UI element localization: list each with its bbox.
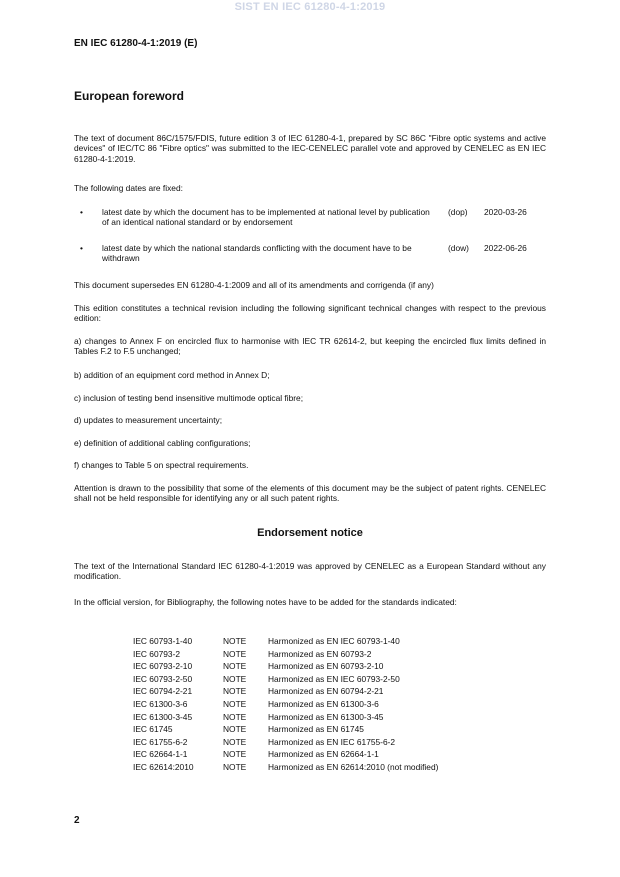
bullet-icon: • [80,243,83,253]
date-item-date: 2022-06-26 [484,243,527,253]
note-standard: IEC 60793-2-50 [133,673,193,684]
note-label: NOTE [223,661,247,672]
date-item-text: latest date by which the document has to be implemented at national level by publication of an identical national standard or by endorsement [102,207,430,228]
note-standard: IEC 61300-3-45 [133,711,193,722]
note-text: Harmonized as EN 60793-2-10 [268,661,384,672]
notes-intro: In the official version, for Bibliography, the following notes have to be added for the standards indicated: [74,597,457,607]
date-item-text: latest date by which the national standards conflicting with the document have to be withdrawn [102,243,412,264]
change-item: f) changes to Table 5 on spectral requirements. [74,460,249,470]
endorsement-notice-heading: Endorsement notice [257,527,363,539]
note-label: NOTE [223,736,247,747]
note-text: Harmonized as EN 60793-2 [268,648,372,659]
note-text: Harmonized as EN IEC 61755-6-2 [268,736,396,747]
note-standard: IEC 61745 [133,724,173,735]
note-standard: IEC 62664-1-1 [133,749,188,760]
note-label: NOTE [223,673,247,684]
watermark: SIST EN IEC 61280-4-1:2019 [234,1,386,13]
change-item: e) definition of additional cabling configurations; [74,438,251,448]
change-item: b) addition of an equipment cord method in Annex D; [74,370,270,380]
date-item-code: (dow) [448,243,469,253]
note-label: NOTE [223,711,247,722]
european-foreword-heading: European foreword [74,89,185,103]
date-item-code: (dop) [448,207,468,217]
note-standard: IEC 60793-2-10 [133,661,193,672]
document-id: EN IEC 61280-4-1:2019 (E) [74,38,198,49]
note-text: Harmonized as EN 61300-3-45 [268,711,384,722]
note-label: NOTE [223,724,247,735]
note-standard: IEC 60793-1-40 [133,636,193,646]
note-standard: IEC 62614:2010 [133,761,194,772]
note-standard: IEC 61300-3-6 [133,698,188,709]
change-item: a) changes to Annex F on encircled flux to harmonise with IEC TR 62614-2, but keeping the encircled flux limits defined in Tables F.2 to F.5 unchanged; [74,336,546,357]
note-text: Harmonized as EN IEC 60793-1-40 [268,636,400,646]
patent-notice: Attention is drawn to the possibility that some of the elements of this document may be the subject of patent rights. CENELEC shall not be held responsible for identifying any or all such patent rights. [74,483,546,504]
page-number: 2 [74,815,80,826]
note-text: Harmonized as EN 61745 [268,724,364,735]
note-standard: IEC 60794-2-21 [133,686,193,697]
note-label: NOTE [223,648,247,659]
note-text: Harmonized as EN 62614:2010 (not modified) [268,761,439,772]
dates-intro: The following dates are fixed: [74,183,183,193]
date-item-date: 2020-03-26 [484,207,527,217]
endorsement-text: The text of the International Standard IEC 61280-4-1:2019 was approved by CENELEC as a European Standard without any modification. [74,561,546,582]
note-label: NOTE [223,686,247,697]
note-text: Harmonized as EN IEC 60793-2-50 [268,673,400,684]
note-standard: IEC 60793-2 [133,648,181,659]
note-label: NOTE [223,761,247,772]
bullet-icon: • [80,207,83,217]
supersedes-text: This document supersedes EN 61280-4-1:2009 and all of its amendments and corrigenda (if any) [74,280,434,290]
change-item: c) inclusion of testing bend insensitive multimode optical fibre; [74,393,304,403]
note-label: NOTE [223,636,247,646]
note-text: Harmonized as EN 61300-3-6 [268,698,379,709]
note-text: Harmonized as EN 60794-2-21 [268,686,384,697]
change-item: d) updates to measurement uncertainty; [74,415,223,425]
note-text: Harmonized as EN 62664-1-1 [268,749,379,760]
note-label: NOTE [223,698,247,709]
revision-intro: This edition constitutes a technical revision including the following significant technical changes with respect to the previous edition: [74,303,546,324]
foreword-intro: The text of document 86C/1575/FDIS, future edition 3 of IEC 61280-4-1, prepared by SC 86C "Fibre optic systems and active devices" of IEC/TC 86 "Fibre optics" was submitted to the IEC-CENELEC parallel vote and approved by CENELEC as EN IEC 61280-4-1:2019. [74,133,546,164]
note-standard: IEC 61755-6-2 [133,736,188,747]
note-label: NOTE [223,749,247,760]
